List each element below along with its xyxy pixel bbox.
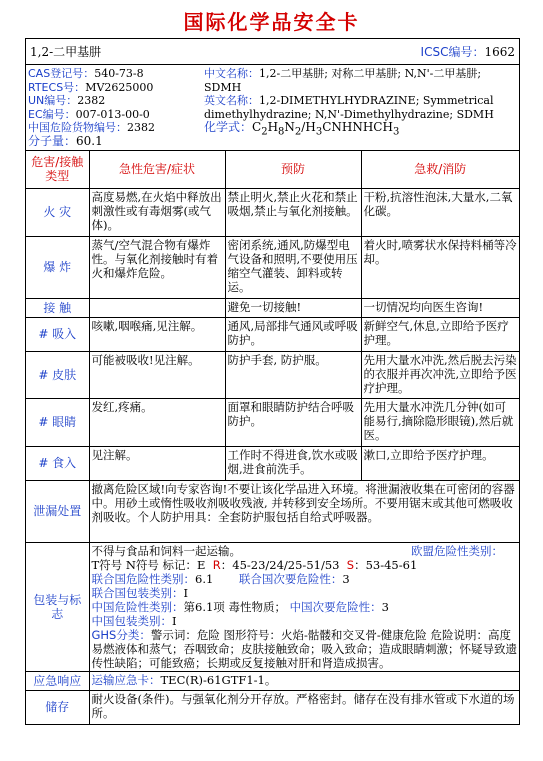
spill-text: 撤离危险区域!向专家咨询!不要让该化学品进入环境。将泄漏液收集在可密闭的容器中。用砂土或惰性吸收剂吸收残液, 并转移到安全场所。不要用锯末或其他可燃吸收剂吸收。个人防护用具：全套防护服包括自给式呼吸器。 [89, 480, 519, 542]
row-prevention: 密闭系统,通风,防爆型电气设备和照明,不要使用压缩空气灌装、卸料或转运。 [225, 236, 361, 298]
row-symptoms [89, 298, 225, 317]
chemical-formula [204, 121, 517, 139]
formula-value [252, 120, 400, 138]
table-row-ingestion [26, 446, 519, 480]
ec-number [28, 108, 200, 122]
formula-sub: 8 [278, 126, 285, 138]
cn-subsidiary-value: 3 [381, 599, 389, 614]
formula-label: 化学式： [204, 120, 253, 134]
s-label: S [346, 557, 355, 572]
row-type: 爆 炸 [26, 236, 89, 298]
row-type: # 食入 [26, 446, 89, 480]
cn-name-value: 1,2-二甲基肼; 对称二甲基肼; N,N'-二甲基肼; SDMH [204, 67, 482, 94]
packaging-line-7 [92, 628, 518, 670]
eu-category-label: 欧盟危险性类别： [411, 543, 503, 558]
row-type: 泄漏处置 [26, 480, 89, 542]
ec-value: 007-013-00-0 [75, 107, 150, 121]
r-label: R [212, 557, 221, 572]
column-header-symptoms: 急性危害/症状 [89, 151, 225, 188]
emergency-content [89, 671, 519, 690]
cas-value: 540-73-8 [94, 67, 144, 80]
packaging-line-5 [92, 600, 518, 614]
un-label: UN编号： [28, 94, 78, 107]
icsc-value: 1662 [484, 45, 515, 59]
cn-packing-value: I [172, 613, 177, 628]
cn-name-label: 中文名称： [204, 67, 259, 80]
formula-sub: 3 [392, 126, 400, 138]
icsc-number [421, 43, 515, 60]
table-header-row [26, 151, 519, 188]
packaging-note: 不得与食品和饲料一起运输。 [91, 543, 241, 558]
un-category-label: 联合国危险性类别： [91, 571, 195, 586]
card-title: 国际化学品安全卡 [183, 10, 360, 34]
row-type: 储存 [26, 690, 89, 724]
formula-part: N [284, 120, 295, 134]
un-subsidiary-label: 联合国次要危险性： [238, 571, 343, 586]
packaging-line-4 [92, 586, 518, 600]
row-prevention: 工作时不得进食,饮水或吸烟,进食前洗手。 [225, 446, 361, 480]
table-row-packaging [26, 542, 519, 671]
formula-sub: 2 [261, 126, 268, 138]
row-first-aid: 漱口,立即给予医疗护理。 [361, 446, 519, 480]
en-name-label: 英文名称： [204, 94, 259, 107]
cn-packing-label: 中国包装类别： [91, 613, 172, 628]
row-first-aid: 新鲜空气,休息,立即给予医疗护理。 [361, 317, 519, 351]
column-header-type: 危害/接触类型 [26, 151, 89, 188]
identifiers-section [26, 65, 519, 151]
identifiers-left [26, 65, 202, 150]
packaging-line-1 [92, 544, 518, 558]
row-type: 火 灾 [26, 188, 89, 236]
packaging-line-2 [92, 558, 518, 572]
ec-label: EC编号： [28, 107, 76, 121]
table-row-fire [26, 188, 519, 236]
mw-label: 分子量： [28, 133, 77, 148]
column-header-first-aid: 急救/消防 [361, 151, 519, 188]
formula-part: C [252, 120, 262, 134]
table-row-explosion [26, 236, 519, 298]
table-row-spill [26, 480, 519, 542]
identifiers-right [202, 65, 519, 150]
row-type: # 吸入 [26, 317, 89, 351]
row-symptoms: 见注解。 [89, 446, 225, 480]
packaging-content [89, 542, 519, 671]
row-prevention: 通风,局部排气通风或呼吸防护。 [225, 317, 361, 351]
cn-category-label: 中国危险性类别： [91, 599, 184, 614]
hazard-table [26, 151, 519, 724]
table-row-skin [26, 351, 519, 398]
ghs-value: 警示词：危险 图形符号：火焰-骷髅和交叉骨-健康危险 危险说明：高度易燃液体和蒸气；吞咽致命；皮肤接触致命；吸入致命；造成眼睛刺激；怀疑导致遗传性缺陷；可能致癌；长期或反复接触对肝和肾造成损害。 [91, 627, 517, 670]
formula-sub: 3 [315, 126, 323, 138]
un-packing-value: I [183, 585, 189, 600]
cas-number [28, 67, 200, 81]
r-value: ：45-23/24/25-51/53 [220, 557, 340, 572]
en-name-value: 1,2-DIMETHYLHYDRAZINE; Symmetrical dimethylhydrazine; N,N'-Dimethylhydrazine; SDMH [204, 94, 494, 121]
molecular-weight [28, 135, 200, 149]
cas-label: CAS登记号： [28, 67, 95, 80]
row-prevention: 禁止明火,禁止火花和禁止吸烟,禁止与氧化剂接触。 [225, 188, 361, 236]
rtecs-value: MV2625000 [85, 80, 154, 94]
row-type: 应急响应 [26, 671, 89, 690]
rtecs-number [28, 81, 200, 95]
safety-card [25, 38, 520, 725]
formula-part: H [267, 120, 279, 134]
row-prevention: 面罩和眼睛防护结合呼吸防护。 [225, 398, 361, 446]
un-number [28, 94, 200, 108]
table-row-emergency [26, 671, 519, 690]
row-type: 包装与标志 [26, 542, 89, 671]
row-first-aid: 先用大量水冲洗几分钟(如可能易行,摘除隐形眼镜),然后就医。 [361, 398, 519, 446]
row-prevention: 避免一切接触! [225, 298, 361, 317]
un-value: 2382 [77, 94, 106, 107]
table-row-eyes [26, 398, 519, 446]
emergency-card-value: TEC(R)-61GTF1-1。 [160, 672, 277, 687]
cn-subsidiary-label: 中国次要危险性： [289, 599, 382, 614]
column-header-prevention: 预防 [225, 151, 361, 188]
un-packing-label: 联合国包装类别： [91, 585, 184, 600]
row-first-aid: 先用大量水冲洗,然后脱去污染的衣服并再次冲洗,立即给予医疗护理。 [361, 351, 519, 398]
formula-part: /H [301, 120, 316, 134]
row-first-aid: 干粉,抗溶性泡沫,大量水,二氧化碳。 [361, 188, 519, 236]
table-row-inhalation [26, 317, 519, 351]
row-symptoms: 发红,疼痛。 [89, 398, 225, 446]
table-row-storage [26, 690, 519, 724]
row-symptoms: 咳嗽,咽喉痛,见注解。 [89, 317, 225, 351]
row-type: # 皮肤 [26, 351, 89, 398]
eu-symbols: T符号 N符号 标记：E [91, 557, 206, 572]
row-symptoms: 高度易燃,在火焰中释放出刺激性或有毒烟雾(或气体)。 [89, 188, 225, 236]
card-header [26, 39, 519, 65]
formula-sub: 2 [294, 126, 302, 138]
formula-part: CNHNHCH [322, 120, 393, 134]
table-row-exposure [26, 298, 519, 317]
row-first-aid: 一切情况均向医生咨询! [361, 298, 519, 317]
ghs-label: GHS分类： [91, 627, 151, 642]
english-name [204, 94, 517, 121]
row-symptoms: 蒸气/空气混合物有爆炸性。与氧化剂接触时有着火和爆炸危险。 [89, 236, 225, 298]
chemical-name: 1,2-二甲基肼 [30, 45, 102, 59]
s-value: ：53-45-61 [354, 557, 418, 572]
un-category-value: 6.1 [195, 571, 214, 586]
row-first-aid: 着火时,喷雾状水保持料桶等冷却。 [361, 236, 519, 298]
row-type: # 眼睛 [26, 398, 89, 446]
rtecs-label: RTECS号： [28, 80, 86, 94]
storage-text: 耐火设备(条件)。与强氧化剂分开存放。严格密封。储存在没有排水管或下水道的场所。 [89, 690, 519, 724]
row-type: 接 触 [26, 298, 89, 317]
packaging-line-3 [92, 572, 518, 586]
cn-dg-label: 中国危险货物编号： [28, 121, 127, 134]
mw-value: 60.1 [76, 133, 103, 148]
cn-category-value: 第6.1项 毒性物质； [183, 599, 286, 614]
emergency-card-label: 运输应急卡： [91, 672, 161, 687]
chinese-name [204, 67, 517, 94]
cn-dangerous-goods-number [28, 121, 200, 135]
row-symptoms: 可能被吸收!见注解。 [89, 351, 225, 398]
cn-dg-value: 2382 [127, 121, 155, 134]
packaging-line-6 [92, 614, 518, 628]
icsc-label: ICSC编号： [420, 45, 485, 59]
row-prevention: 防护手套, 防护服。 [225, 351, 361, 398]
un-subsidiary-value: 3 [342, 571, 350, 586]
